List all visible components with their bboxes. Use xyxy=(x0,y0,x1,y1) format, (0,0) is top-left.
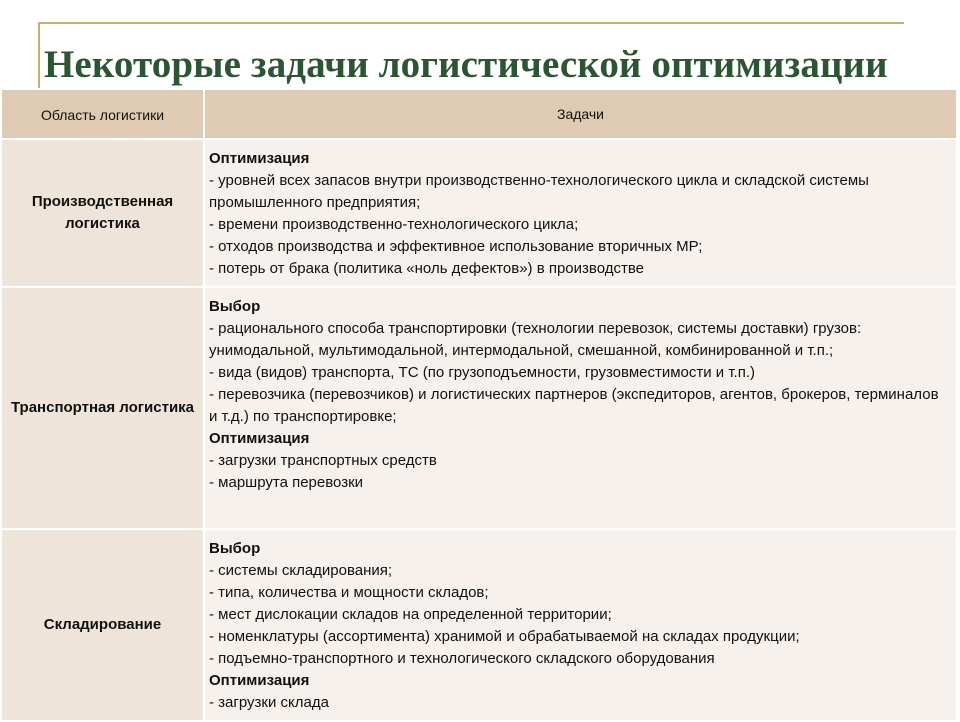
task-item: - загрузки транспортных средств xyxy=(209,452,437,469)
row-tasks-cell xyxy=(204,287,957,529)
title-accent-vertical xyxy=(38,22,40,92)
task-item: - отходов производства и эффективное использование вторичных МР; xyxy=(209,238,703,255)
task-item: - перевозчика (перевозчиков) и логистических партнеров (экспедиторов, агентов, брокеров, терминалов и т.д.) по транспортировке; xyxy=(209,386,939,425)
title-accent-line xyxy=(38,22,904,24)
task-group-heading: Оптимизация xyxy=(209,672,310,689)
row-area-cell: Производственная логистика xyxy=(1,139,204,287)
task-item: - системы складирования; xyxy=(209,562,393,579)
task-group-heading: Оптимизация xyxy=(209,150,310,167)
slide-title: Некоторые задачи логистической оптимизации xyxy=(44,43,888,86)
table-row xyxy=(1,287,957,529)
row-tasks-cell xyxy=(204,139,957,287)
header-area: Область логистики xyxy=(1,89,204,139)
header-tasks: Задачи xyxy=(204,89,957,139)
task-item: - уровней всех запасов внутри производственно-технологического цикла и складской системы промышленного предприятия; xyxy=(209,172,869,211)
task-group-heading: Выбор xyxy=(209,540,261,557)
row-area-cell: Транспортная логистика xyxy=(1,287,204,529)
row-tasks-cell xyxy=(204,529,957,721)
task-item: - вида (видов) транспорта, ТС (по грузоподъемности, грузовместимости и т.п.) xyxy=(209,364,755,381)
task-item: - мест дислокации складов на определенной территории; xyxy=(209,606,612,623)
task-group-heading: Оптимизация xyxy=(209,430,310,447)
task-item: - типа, количества и мощности складов; xyxy=(209,584,489,601)
task-item: - номенклатуры (ассортимента) хранимой и обрабатываемой на складах продукции; xyxy=(209,628,800,645)
task-group-heading: Выбор xyxy=(209,298,261,315)
task-item: - потерь от брака (политика «ноль дефектов») в производстве xyxy=(209,260,644,277)
task-item: - загрузки склада xyxy=(209,694,329,711)
task-item: - маршрута перевозки xyxy=(209,474,364,491)
table-row xyxy=(1,139,957,287)
row-area-cell: Складирование xyxy=(1,529,204,721)
table-row xyxy=(1,529,957,721)
task-item: - времени производственно-технологического цикла; xyxy=(209,216,579,233)
task-item: - подъемно-транспортного и технологического складского оборудования xyxy=(209,650,715,667)
task-item: - рационального способа транспортировки (технологии перевозок, системы доставки) грузов: унимодальной, мультимодальной, интермодальной, смешанной, комбинированной и т.п.; xyxy=(209,320,862,359)
table-header-row xyxy=(1,89,957,139)
logistics-tasks-table xyxy=(0,88,958,722)
